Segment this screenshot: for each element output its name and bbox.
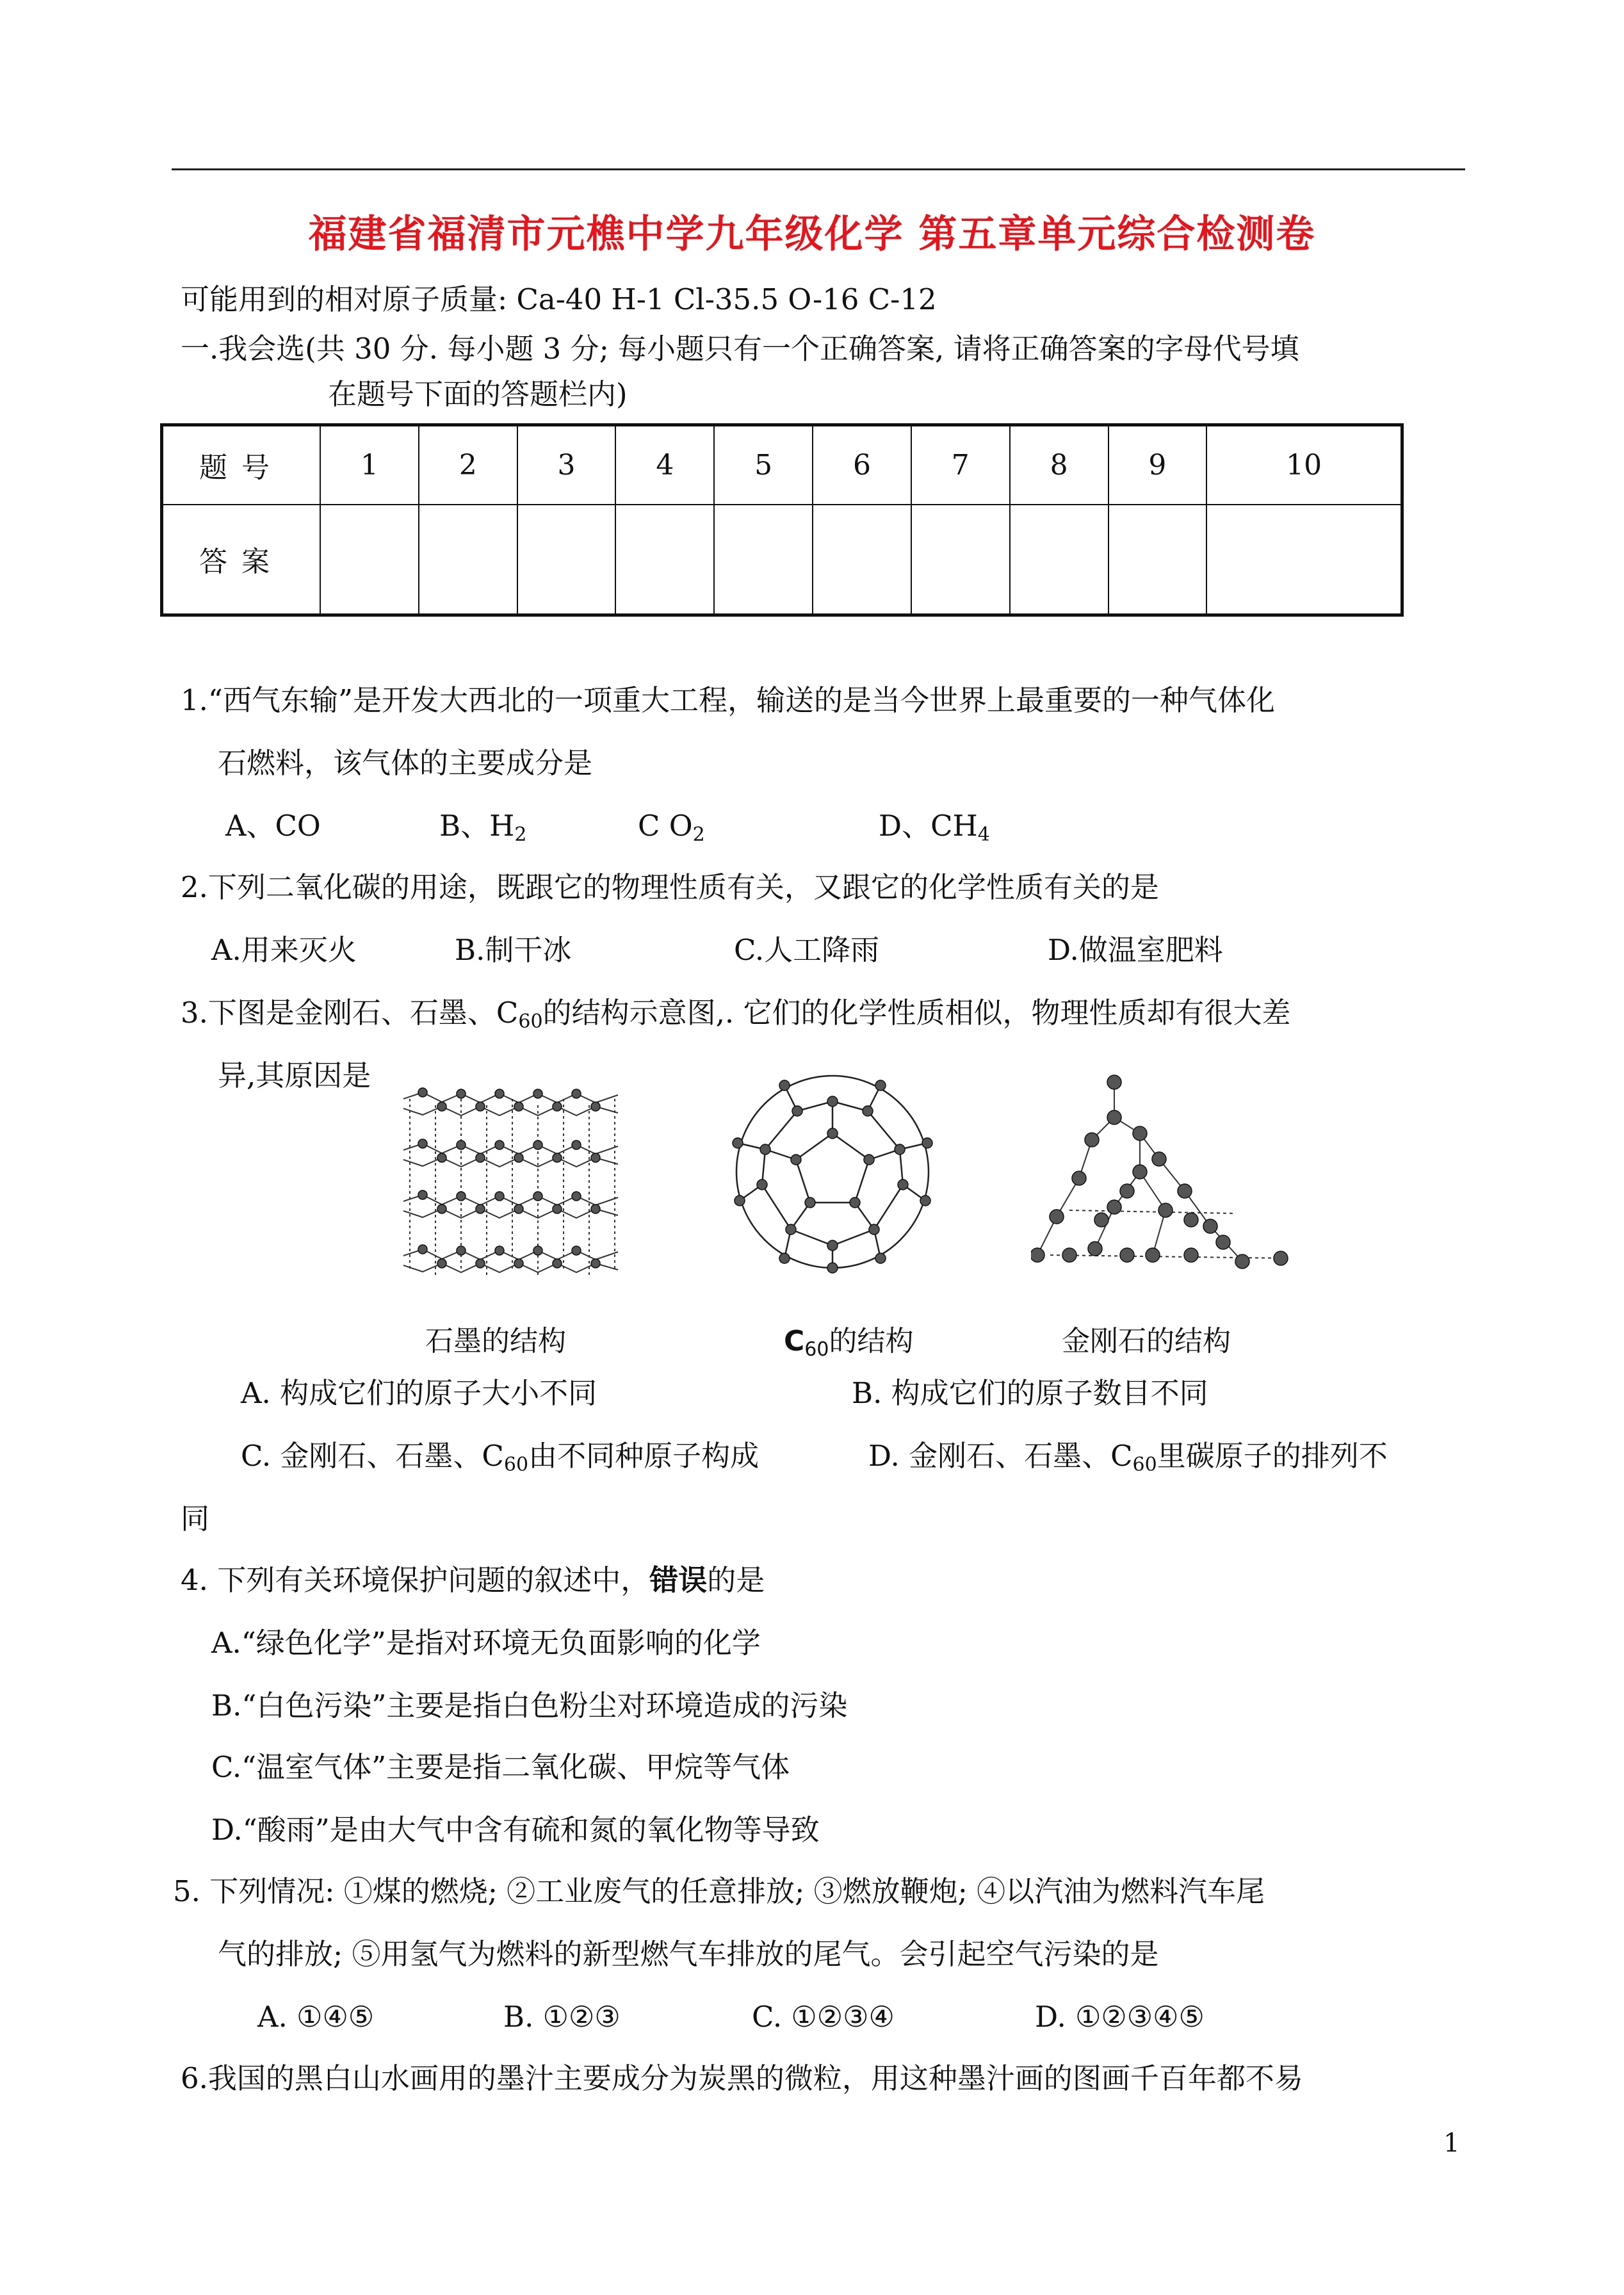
q3-option-c: C. 金刚石、石墨、$C_{60}$由不同种原子构成 [241,1439,759,1476]
answer-table-number: 6 [813,425,911,505]
graphite-structure-image [397,1080,628,1291]
answer-cell[interactable] [419,505,517,615]
answer-cell[interactable] [1108,505,1207,615]
answer-cell[interactable] [1010,505,1108,615]
q2-stem: 2.下列二氧化碳的用途，既跟它的物理性质有关，又跟它的化学性质有关的是 [181,870,1159,904]
answer-table-number: 2 [419,425,517,505]
q5-option-c: C. ①②③④ [752,2000,895,2034]
q1-option-d: D、$CH_4$ [879,809,990,846]
header-rule [172,168,1465,170]
q3-option-b: B. 构成它们的原子数目不同 [852,1376,1208,1410]
answer-cell[interactable] [320,505,419,615]
q5-stem-line2: 气的排放; ⑤用氢气为燃料的新型燃气车排放的尾气。会引起空气污染的是 [218,1937,1159,1971]
answer-table-row1-label: 题号 [162,425,321,505]
answer-cell[interactable] [813,505,911,615]
answer-table-number: 10 [1206,425,1402,505]
q4-option-d: D.“酸雨”是由大气中含有硫和氮的氧化物等导致 [211,1813,820,1847]
q1-option-b: B、$H_2$ [439,809,527,846]
answer-cell[interactable] [714,505,813,615]
q3-stem-line1: 3.下图是金刚石、石墨、$C_{60}$的结构示意图,. 它们的化学性质相似，物理性质却有很大差 [181,996,1291,1033]
q5-option-a: A. ①④⑤ [257,2000,375,2034]
answer-cell[interactable] [517,505,616,615]
page-title: 福建省福清市元樵中学九年级化学 第五章单元综合检测卷 [308,212,1316,257]
answer-table-number: 8 [1010,425,1108,505]
q3-option-a: A. 构成它们的原子大小不同 [241,1376,597,1410]
q1-stem-line1: 1.“西气东输”是开发大西北的一项重大工程，输送的是当今世界上最重要的一种气体化 [181,683,1275,717]
q4-stem: 4. 下列有关环境保护问题的叙述中，错误的是 [181,1563,765,1597]
answer-cell[interactable] [911,505,1010,615]
answer-table-number: 9 [1108,425,1207,505]
diamond-caption: 金刚石的结构 [1062,1325,1231,1358]
q1-option-a: A、CO [225,809,321,843]
q5-option-d: D. ①②③④⑤ [1035,2000,1205,2034]
answer-cell[interactable] [615,505,714,615]
c60-caption: $C_{60}$的结构 [784,1325,914,1361]
q1-stem-line2: 石燃料，该气体的主要成分是 [218,746,593,780]
answer-table [160,423,1404,617]
q2-option-c: C.人工降雨 [734,933,880,967]
q3-stem-line2: 异,其原因是 [218,1058,371,1092]
atomic-mass-line: 可能用到的相对原子质量: Ca-40 H-1 Cl-35.5 O-16 C-12 [181,282,937,316]
answer-table-number: 1 [320,425,419,505]
q4-option-c: C.“温室气体”主要是指二氧化碳、甲烷等气体 [211,1750,790,1784]
q4-option-a: A.“绿色化学”是指对环境无负面影响的化学 [211,1626,761,1660]
q5-option-b: B. ①②③ [503,2000,621,2034]
graphite-caption: 石墨的结构 [425,1325,566,1358]
answer-table-row2-label: 答案 [162,505,321,615]
answer-table-number: 3 [517,425,616,505]
answer-table-number: 7 [911,425,1010,505]
q4-option-b: B.“白色污染”主要是指白色粉尘对环境造成的污染 [211,1689,848,1723]
c60-structure-image [724,1063,941,1281]
q3-option-d: D. 金刚石、石墨、$C_{60}$里碳原子的排列不 [868,1439,1388,1476]
section1-instructions-line2: 在题号下面的答题栏内) [328,377,628,411]
q1-option-c: C $O_2$ [638,809,705,846]
answer-table-answer-row [162,505,1402,615]
q5-stem-line1: 5. 下列情况: ①煤的燃烧; ②工业废气的任意排放; ③燃放鞭炮; ④以汽油为燃料汽车尾 [173,1874,1265,1908]
page-number: 1 [1443,2129,1460,2158]
q2-option-b: B.制干冰 [455,933,572,967]
q6-stem-line1: 6.我国的黑白山水画用的墨汁主要成分为炭黑的微粒，用这种墨汁画的图画千百年都不易 [181,2061,1303,2095]
q2-option-a: A.用来灭火 [211,933,357,967]
answer-table-number: 4 [615,425,714,505]
diamond-structure-image [1031,1063,1300,1293]
answer-table-number-row [162,425,1402,505]
section1-instructions-line1: 一.我会选(共 30 分. 每小题 3 分; 每小题只有一个正确答案, 请将正确答案的字母代号填 [181,332,1299,366]
q2-option-d: D.做温室肥料 [1048,933,1223,967]
q3-option-d-continuation: 同 [181,1502,210,1536]
answer-cell[interactable] [1206,505,1402,615]
answer-table-number: 5 [714,425,813,505]
